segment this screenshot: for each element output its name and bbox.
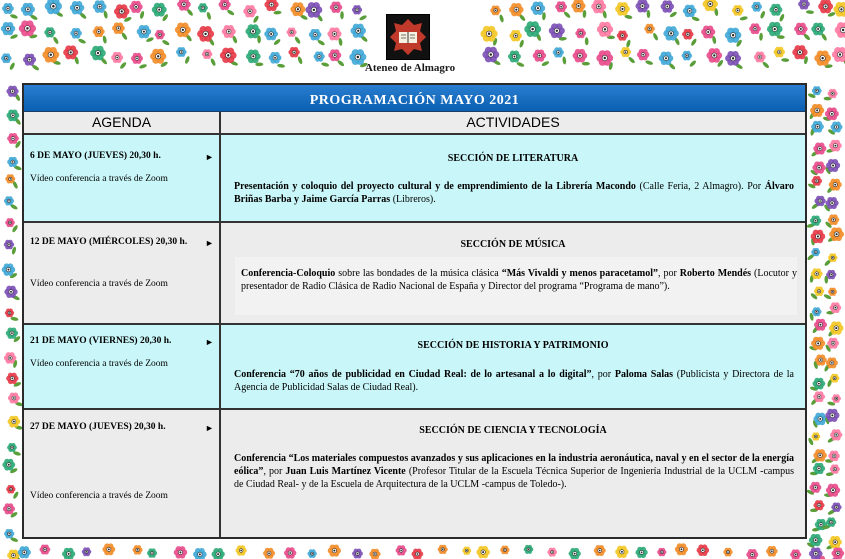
activity-description: Conferencia “70 años de publicidad en Ciudad Real: de lo artesanal a lo digital”, por Paloma Salas (Publicista y Directora de la Agencia de Publicidad Salas de Ciudad Real).: [234, 369, 794, 393]
event-date: 27 DE MAYO (JUEVES) 20,30 h.: [30, 422, 166, 432]
event-date: 6 DE MAYO (JUEVES) 20,30 h.: [30, 151, 161, 161]
event-format: Vídeo conferencia a través de Zoom: [30, 279, 168, 289]
activity-description: Conferencia-Coloquio sobre las bondades de la música clásica “Más Vivaldi y menos paracetamol”, por Roberto Mendés (Locutor y presentador de Radio Clásica de Radio Nacional de España y Director del programa “Programa de mano”).: [241, 268, 797, 292]
table-row: [24, 325, 805, 410]
book-emblem-icon: [387, 15, 429, 59]
activity-cell: [221, 135, 805, 221]
column-header-agenda: AGENDA: [24, 112, 221, 135]
arrow-right-icon: ►: [205, 337, 214, 347]
program-title: PROGRAMACIÓN MAYO 2021: [24, 85, 805, 112]
arrow-right-icon: ►: [205, 423, 214, 433]
logo-caption: Ateneo de Almagro: [364, 62, 456, 74]
activity-cell: [221, 223, 805, 323]
activity-cell: [221, 410, 805, 537]
event-date: 12 DE MAYO (MIÉRCOLES) 20,30 h.: [30, 237, 188, 247]
table-row: [24, 223, 805, 325]
event-format: Vídeo conferencia a través de Zoom: [30, 491, 168, 501]
section-title: SECCIÓN DE HISTORIA Y PATRIMONIO: [417, 340, 609, 351]
event-format: Vídeo conferencia a través de Zoom: [30, 359, 168, 369]
activity-cell: [221, 325, 805, 408]
activity-description: Presentación y coloquio del proyecto cultural y de emprendimiento de la Librería Macondo (Calle Feria, 2 Almagro). Por Álvaro Briñas Barba y Jaime García Parras (Libreros).: [234, 181, 794, 205]
agenda-cell: [24, 325, 221, 408]
activity-description: Conferencia “Los materiales compuestos avanzados y sus aplicaciones en la industria aeronáutica, naval y en el sector de la energía eólica”, por Juan Luis Martínez Vicente (Profesor Titular de la Escuela Técnica Superior de Ingeniería Industrial de la UCLM -campus de Ciudad Real- y de la Escuela de Arquitectura de la UCLM -campus de Toledo-).: [234, 453, 794, 490]
table-row: [24, 135, 805, 223]
agenda-cell: [24, 410, 221, 537]
section-title: SECCIÓN DE LITERATURA: [447, 153, 579, 164]
column-header-activities: ACTIVIDADES: [221, 112, 805, 135]
ateneo-logo: [386, 14, 430, 60]
arrow-right-icon: ►: [205, 238, 214, 248]
agenda-cell: [24, 223, 221, 323]
event-date: 21 DE MAYO (VIERNES) 20,30 h.: [30, 336, 172, 346]
section-title: SECCIÓN DE MÚSICA: [460, 239, 566, 250]
arrow-right-icon: ►: [205, 152, 214, 162]
event-format: Vídeo conferencia a través de Zoom: [30, 174, 168, 184]
section-title: SECCIÓN DE CIENCIA Y TECNOLOGÍA: [419, 425, 607, 436]
agenda-cell: [24, 135, 221, 221]
table-row: [24, 410, 805, 537]
program-table: [22, 83, 807, 539]
